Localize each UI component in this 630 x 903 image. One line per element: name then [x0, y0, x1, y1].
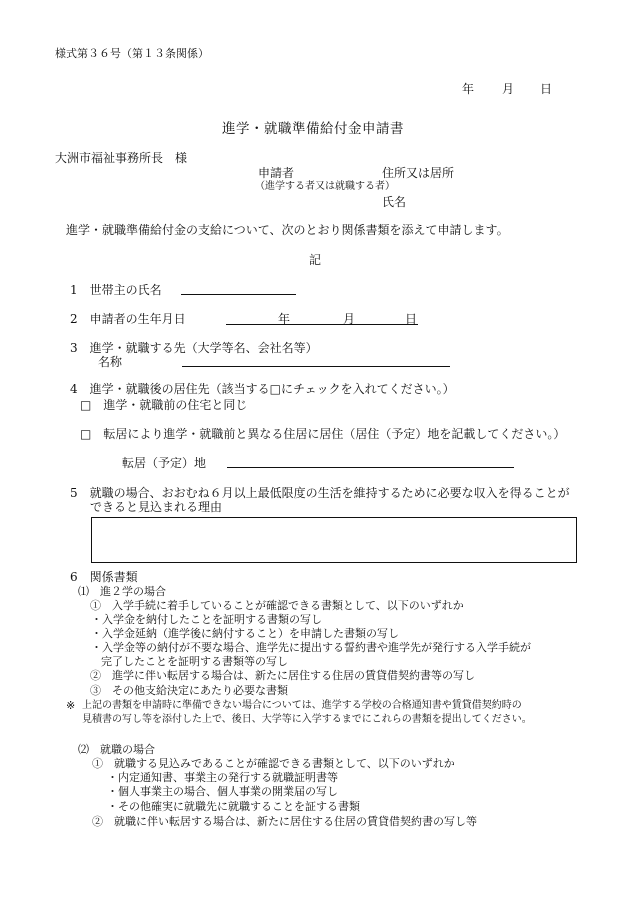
section6-sub1-item3: ③ その他支給決定にあたり必要な書類 [90, 684, 288, 697]
section6-heading: 6 関係書類 [70, 570, 138, 584]
item4-label: 4 進学・就職後の居住先（該当する□にチェックを入れてください。） [70, 382, 455, 396]
household-head-name-line[interactable] [181, 294, 296, 295]
section6-sub1-item2: ② 進学に伴い転居する場合は、新たに居住する住居の賃貸借契約書等の写し [90, 669, 475, 682]
form-number: 様式第３６号（第１３条関係） [55, 47, 209, 60]
item3-label: 3 進学・就職する先（大学等名、会社名等） [70, 341, 318, 355]
section6-sub1-item1c-line1: ・入学金等の納付が不要な場合、進学先に提出する誓約書や進学先が発行する入学手続が [91, 641, 531, 654]
section6-sub2-item1: ① 就職する見込みであることが確認できる書類として、以下のいずれか [92, 757, 455, 770]
item2-label: 2 申請者の生年月日 [70, 312, 186, 326]
date-month-label: 月 [502, 82, 515, 96]
note-line2: 見積書の写し等を添付した上で、後日、大学等に入学するまでにこれらの書類を提出してください。 [82, 714, 532, 725]
item5-label-line1: 5 就職の場合、おおむね６月以上最低限度の生活を維持するために必要な収入を得ることが [70, 486, 570, 500]
section6-sub1-heading: ⑴ 進２学の場合 [78, 585, 166, 598]
section6-sub2-item1a: ・内定通知書、事業主の発行する就職証明書等 [107, 771, 338, 784]
birth-day-label: 日 [405, 312, 418, 326]
section6-sub2-item1b: ・個人事業主の場合、個人事業の開業届の写し [107, 785, 338, 798]
birth-year-label: 年 [278, 312, 291, 326]
birth-month-label: 月 [343, 312, 356, 326]
section6-sub1-item1b: ・入学金延納（進学後に納付すること）を申請した書類の写し [91, 627, 399, 640]
item5-label-line2: できると見込まれる理由 [90, 500, 223, 514]
date-year-label: 年 [462, 82, 475, 96]
section6-sub2-item1c: ・その他確実に就職先に就職することを証する書類 [107, 800, 360, 813]
employment-reason-box[interactable] [91, 517, 577, 563]
date-day-label: 日 [540, 82, 553, 96]
item1-label: 1 世帯主の氏名 [70, 283, 162, 297]
intro-text: 進学・就職準備給付金の支給について、次のとおり関係書類を添えて申請します。 [66, 223, 509, 237]
item4-option-same-residence[interactable]: □ 進学・就職前の住宅と同じ [80, 398, 248, 412]
note-mark: ※ [66, 699, 76, 712]
item4-option-relocation[interactable]: □ 転居により進学・就職前と異なる住居に居住（居住（予定）地を記載してください。） [80, 427, 566, 441]
relocation-address-line[interactable] [227, 467, 514, 468]
destination-name-line[interactable] [182, 366, 450, 367]
birth-date-line[interactable] [226, 324, 418, 325]
applicant-sub-label: （進学する者又は就職する者） [255, 181, 395, 192]
relocation-address-label: 転居（予定）地 [122, 456, 207, 470]
address-label: 住所又は居所 [382, 166, 455, 180]
section6-sub2-item2: ② 就職に伴い転居する場合は、新たに居住する住居の賃貸借契約書の写し等 [92, 815, 477, 828]
note-line1: 上記の書類を申請時に準備できない場合については、進学する学校の合格通知書や賃貸借契約時の [82, 700, 522, 711]
section6-sub2-heading: ⑵ 就職の場合 [78, 743, 155, 756]
applicant-label: 申請者 [258, 166, 295, 180]
name-label: 氏名 [382, 195, 407, 209]
section6-sub1-item1: ① 入学手続に着手していることが確認できる書類として、以下のいずれか [90, 599, 464, 612]
ki-label: 記 [309, 253, 322, 267]
item3-name-label: 名称 [98, 355, 123, 369]
section6-sub1-item1c-line2: 完了したことを証明する書類等の写し [101, 655, 288, 668]
addressee: 大洲市福祉事務所長 様 [55, 151, 188, 165]
section6-sub1-item1a: ・入学金を納付したことを証明する書類の写し [91, 613, 322, 626]
page-title: 進学・就職準備給付金申請書 [222, 121, 404, 137]
